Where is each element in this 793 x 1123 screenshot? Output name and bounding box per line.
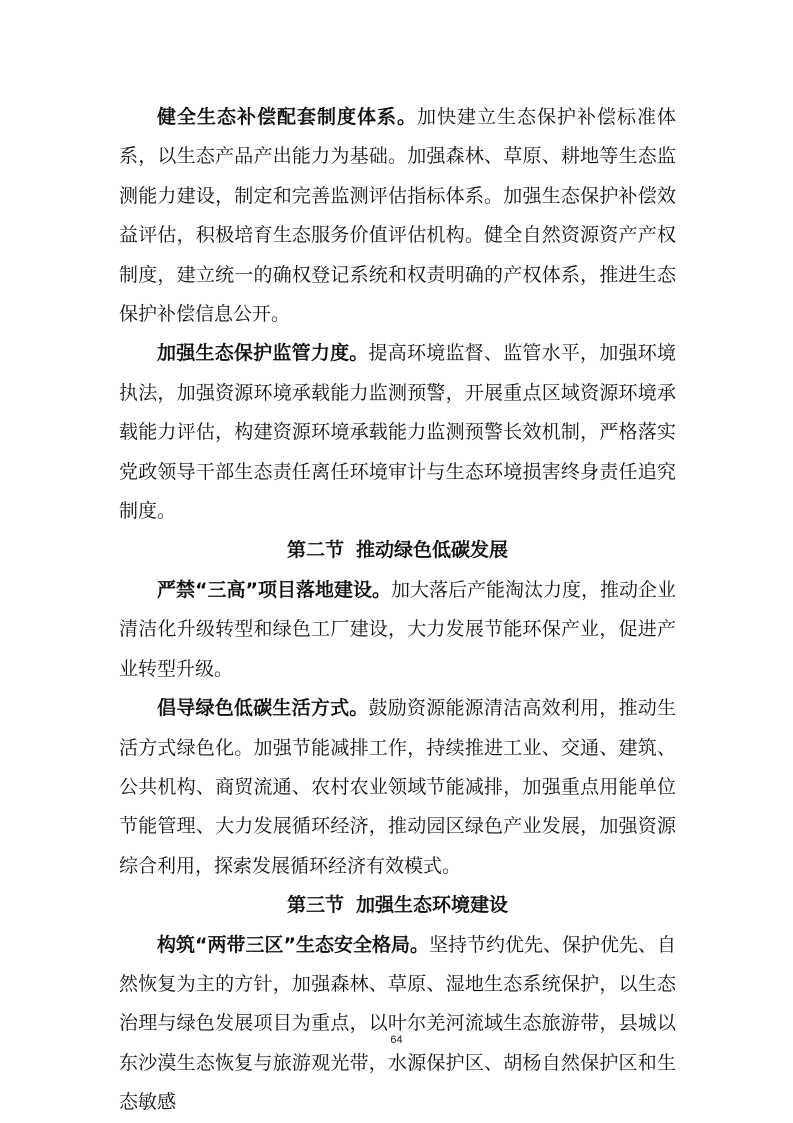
paragraph-lead: 构筑“两带三区”生态安全格局。 — [157, 933, 429, 956]
page-content — [119, 98, 676, 1123]
paragraph-eco-compensation — [119, 98, 676, 334]
paragraph-lead: 加强生态保护监管力度。 — [157, 342, 369, 365]
paragraph-lead: 健全生态补偿配套制度体系。 — [157, 106, 417, 128]
section-heading-3 — [119, 886, 676, 925]
section-number: 第二节 — [286, 539, 344, 562]
paragraph-body: 坚持节约优先、保护优先、自然恢复为主的方针，加强森林、草原、湿地生态系统保护，以生态治理与绿色发展项目为重点，以叶尔羌河流域生态旅游带，县城以东沙漠生态恢复与旅游观光带，水源保护区、胡杨自然保护区和生态敏感 — [119, 933, 676, 1114]
paragraph-lead: 严禁“三高”项目落地建设。 — [157, 578, 391, 601]
section-title: 加强生态环境建设 — [356, 894, 509, 917]
section-title: 推动绿色低碳发展 — [356, 539, 509, 562]
paragraph-ban-three-high — [119, 571, 676, 689]
paragraph-eco-supervision — [119, 334, 676, 531]
paragraph-security-pattern — [119, 926, 676, 1123]
paragraph-lead: 倡导绿色低碳生活方式。 — [157, 697, 369, 720]
section-heading-2 — [119, 531, 676, 570]
paragraph-body: 鼓励资源能源清洁高效利用，推动生活方式绿色化。加强节能减排工作，持续推进工业、交通、建筑、公共机构、商贸流通、农村农业领域节能减排，加强重点用能单位节能管理、大力发展循环经济，推动园区绿色产业发展，加强资源综合利用，探索发展循环经济有效模式。 — [119, 697, 676, 877]
paragraph-body: 加大落后产能淘汰力度，推动企业清洁化升级转型和绿色工厂建设，大力发展节能环保产业，促进产业转型升级。 — [119, 578, 676, 680]
page-number: 64 — [390, 1034, 403, 1046]
paragraph-green-lifestyle — [119, 689, 676, 886]
paragraph-body: 提高环境监督、监管水平，加强环境执法，加强资源环境承载能力监测预警，开展重点区域资源环境承载能力评估，构建资源环境承载能力监测预警长效机制，严格落实党政领导干部生态责任离任环境审计与生态环境损害终身责任追究制度。 — [119, 342, 676, 523]
paragraph-body: 加快建立生态保护补偿标准体系，以生态产品产出能力为基础。加强森林、草原、耕地等生态监测能力建设，制定和完善监测评估指标体系。加强生态保护补偿效益评估，积极培育生态服务价值评估机构。健全自然资源资产产权制度，建立统一的确权登记系统和权责明确的产权体系，推进生态保护补偿信息公开。 — [119, 106, 676, 326]
section-number: 第三节 — [286, 894, 344, 917]
